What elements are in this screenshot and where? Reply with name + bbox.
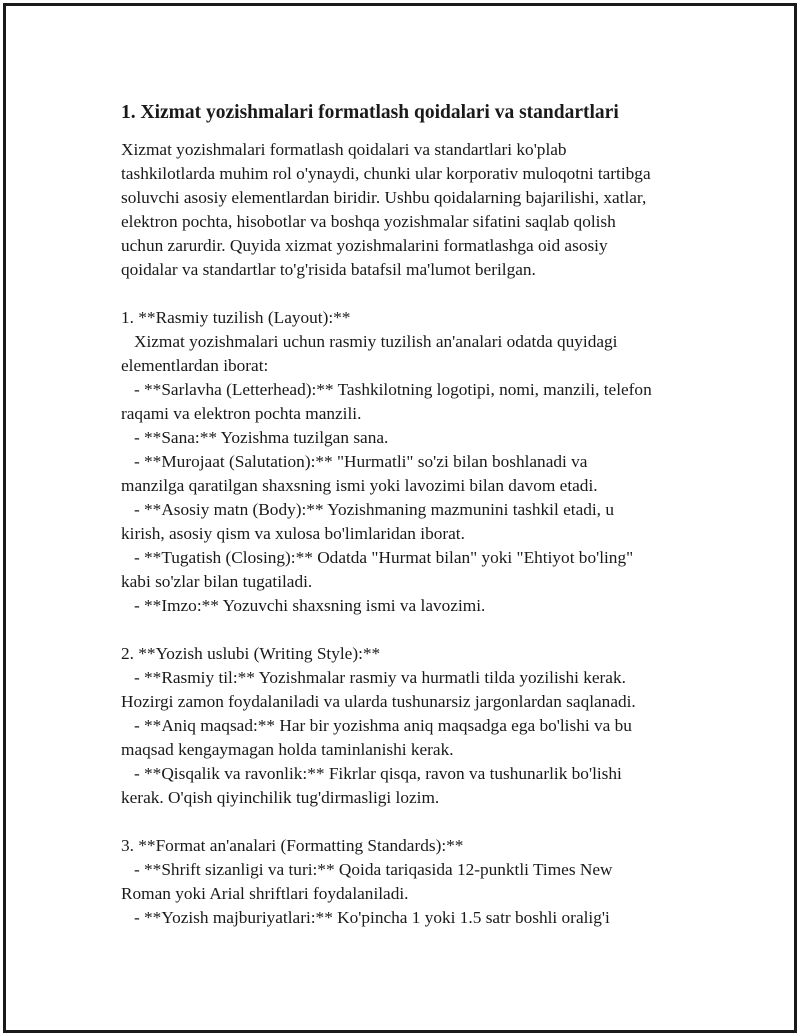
text-line: - **Tugatish (Closing):** Odatda "Hurmat bilan" yoki "Ehtiyot bo'ling": [121, 548, 634, 567]
text-line: Xizmat yozishmalari uchun rasmiy tuzilish an'analari odatda quyidagi: [121, 332, 618, 351]
blank-line: [121, 618, 721, 642]
text-line: Roman yoki Arial shriftlari foydalaniladi.: [121, 884, 409, 903]
document-title: 1. Xizmat yozishmalari formatlash qoidalari va standartlari: [121, 102, 619, 123]
document-text: [121, 138, 721, 930]
text-line: - **Shrift sizanligi va turi:** Qoida tariqasida 12-punktli Times New: [121, 860, 613, 879]
text-line: soluvchi asosiy elementlardan biridir. Ushbu qoidalarning bajarilishi, xatlar,: [121, 188, 647, 207]
text-line: Hozirgi zamon foydalaniladi va ularda tushunarsiz jargonlardan saqlanadi.: [121, 692, 636, 711]
text-line: tashkilotlarda muhim rol o'ynaydi, chunki ular korporativ muloqotni tartibga: [121, 164, 651, 183]
text-line: elementlardan iborat:: [121, 356, 269, 375]
text-line: 3. **Format an'analari (Formatting Standards):**: [121, 836, 464, 855]
text-line: raqami va elektron pochta manzili.: [121, 404, 362, 423]
text-line: - **Rasmiy til:** Yozishmalar rasmiy va hurmatli tilda yozilishi kerak.: [121, 668, 626, 687]
text-line: 1. **Rasmiy tuzilish (Layout):**: [121, 308, 351, 327]
text-line: 2. **Yozish uslubi (Writing Style):**: [121, 644, 381, 663]
text-line: Xizmat yozishmalari formatlash qoidalari va standartlari ko'plab: [121, 140, 567, 159]
text-line: kabi so'zlar bilan tugatiladi.: [121, 572, 313, 591]
text-line: - **Murojaat (Salutation):** "Hurmatli" so'zi bilan boshlanadi va: [121, 452, 588, 471]
text-line: kerak. O'qish qiyinchilik tug'dirmasligi lozim.: [121, 788, 440, 807]
blank-line: [121, 810, 721, 834]
text-line: - **Sana:** Yozishma tuzilgan sana.: [121, 428, 389, 447]
text-line: - **Yozish majburiyatlari:** Ko'pincha 1 yoki 1.5 satr boshli oralig'i: [121, 908, 610, 927]
text-line: maqsad kengaymagan holda taminlanishi kerak.: [121, 740, 454, 759]
text-line: manzilga qaratilgan shaxsning ismi yoki lavozimi bilan davom etadi.: [121, 476, 598, 495]
text-line: elektron pochta, hisobotlar va boshqa yozishmalar sifatini saqlab qolish: [121, 212, 616, 231]
text-line: - **Qisqalik va ravonlik:** Fikrlar qisqa, ravon va tushunarlik bo'lishi: [121, 764, 622, 783]
text-line: - **Imzo:** Yozuvchi shaxsning ismi va lavozimi.: [121, 596, 486, 615]
text-line: qoidalar va standartlar to'g'risida batafsil ma'lumot berilgan.: [121, 260, 536, 279]
text-line: - **Aniq maqsad:** Har bir yozishma aniq maqsadga ega bo'lishi va bu: [121, 716, 632, 735]
text-line: kirish, asosiy qism va xulosa bo'limlaridan iborat.: [121, 524, 465, 543]
blank-line: [121, 282, 721, 306]
text-line: - **Asosiy matn (Body):** Yozishmaning mazmunini tashkil etadi, u: [121, 500, 614, 519]
page-frame: [3, 3, 797, 1033]
document-body: [121, 100, 721, 930]
text-line: uchun zarurdir. Quyida xizmat yozishmalarini formatlashga oid asosiy: [121, 236, 608, 255]
text-line: - **Sarlavha (Letterhead):** Tashkilotning logotipi, nomi, manzili, telefon: [121, 380, 652, 399]
